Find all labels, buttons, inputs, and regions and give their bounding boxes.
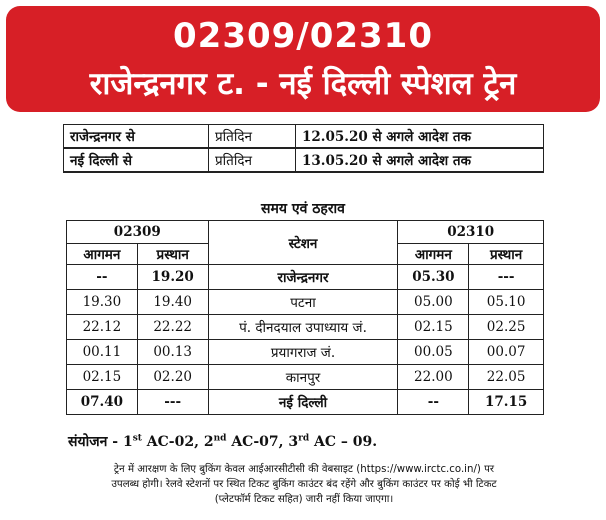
train-route-title: राजेन्द्रनगर ट. - नई दिल्ली स्पेशल ट्रेन bbox=[89, 66, 517, 102]
departure-time: 00.13 bbox=[137, 340, 208, 365]
arrival-header: आगमन bbox=[67, 244, 138, 265]
frequency-date: 13.05.20 से अगले आदेश तक bbox=[296, 148, 544, 172]
departure-time: 17.15 bbox=[469, 390, 544, 415]
departure-time: --- bbox=[137, 390, 208, 415]
departure-time: 05.10 bbox=[469, 290, 544, 315]
timetable bbox=[66, 220, 544, 415]
departure-time: 19.40 bbox=[137, 290, 208, 315]
departure-header: प्रस्थान bbox=[469, 244, 544, 265]
frequency-origin: राजेन्द्रनगर से bbox=[64, 125, 209, 149]
table-row bbox=[67, 315, 544, 340]
coach-composition bbox=[68, 432, 377, 451]
train-number-up: 02310 bbox=[398, 221, 544, 244]
table-row bbox=[67, 265, 544, 290]
station-name: नई दिल्ली bbox=[208, 390, 398, 415]
frequency-date: 12.05.20 से अगले आदेश तक bbox=[296, 125, 544, 149]
arrival-time: 00.11 bbox=[67, 340, 138, 365]
departure-time: 19.20 bbox=[137, 265, 208, 290]
departure-time: 02.20 bbox=[137, 365, 208, 390]
departure-time: 00.07 bbox=[469, 340, 544, 365]
arrival-time: 19.30 bbox=[67, 290, 138, 315]
composition-label: संयोजन - bbox=[68, 434, 119, 450]
table-row bbox=[67, 365, 544, 390]
train-number-down: 02309 bbox=[67, 221, 209, 244]
title-banner bbox=[6, 6, 600, 112]
arrival-time: 00.05 bbox=[398, 340, 469, 365]
arrival-time: -- bbox=[67, 265, 138, 290]
arrival-time: 02.15 bbox=[67, 365, 138, 390]
booking-note bbox=[52, 462, 556, 507]
frequency-row bbox=[64, 125, 544, 149]
arrival-time: 02.15 bbox=[398, 315, 469, 340]
composition-class-2: 2nd AC-07, bbox=[203, 433, 284, 450]
departure-time: --- bbox=[469, 265, 544, 290]
departure-time: 22.22 bbox=[137, 315, 208, 340]
departure-time: 02.25 bbox=[469, 315, 544, 340]
station-name: राजेन्द्रनगर bbox=[208, 265, 398, 290]
table-row bbox=[67, 390, 544, 415]
frequency-days: प्रतिदिन bbox=[209, 148, 296, 172]
table-row bbox=[67, 290, 544, 315]
station-name: पं. दीनदयाल उपाध्याय जं. bbox=[208, 315, 398, 340]
departure-header: प्रस्थान bbox=[137, 244, 208, 265]
composition-class-3: 3rd AC – 09. bbox=[288, 433, 378, 450]
arrival-time: 05.30 bbox=[398, 265, 469, 290]
station-name: पटना bbox=[208, 290, 398, 315]
station-header: स्टेशन bbox=[208, 221, 398, 265]
arrival-time: 22.00 bbox=[398, 365, 469, 390]
arrival-time: 05.00 bbox=[398, 290, 469, 315]
table-row bbox=[67, 340, 544, 365]
arrival-time: -- bbox=[398, 390, 469, 415]
note-line: ट्रेन में आरक्षण के लिए बुकिंग केवल आईआरसीटीसी की वेबसाइट (https://www.irctc.co.in/) पर bbox=[113, 464, 495, 475]
frequency-days: प्रतिदिन bbox=[209, 125, 296, 149]
note-line: उपलब्ध होगी। रेलवे स्टेशनों पर स्थित टिकट बुकिंग काउंटर बंद रहेंगे और बुकिंग काउंटर पर कोई भी टिकट bbox=[111, 479, 497, 490]
schedule-title: समय एवं ठहराव bbox=[261, 201, 345, 217]
train-numbers-title: 02309/02310 bbox=[173, 16, 433, 56]
station-name: कानपुर bbox=[208, 365, 398, 390]
departure-time: 22.05 bbox=[469, 365, 544, 390]
composition-class-1: 1st AC-02, bbox=[122, 433, 199, 450]
frequency-row bbox=[64, 148, 544, 172]
station-name: प्रयागराज जं. bbox=[208, 340, 398, 365]
frequency-table bbox=[63, 124, 544, 173]
arrival-time: 22.12 bbox=[67, 315, 138, 340]
arrival-header: आगमन bbox=[398, 244, 469, 265]
frequency-origin: नई दिल्ली से bbox=[64, 148, 209, 172]
arrival-time: 07.40 bbox=[67, 390, 138, 415]
note-line: (प्लेटफॉर्म टिकट सहित) जारी नहीं किया जाएगा। bbox=[214, 494, 394, 505]
